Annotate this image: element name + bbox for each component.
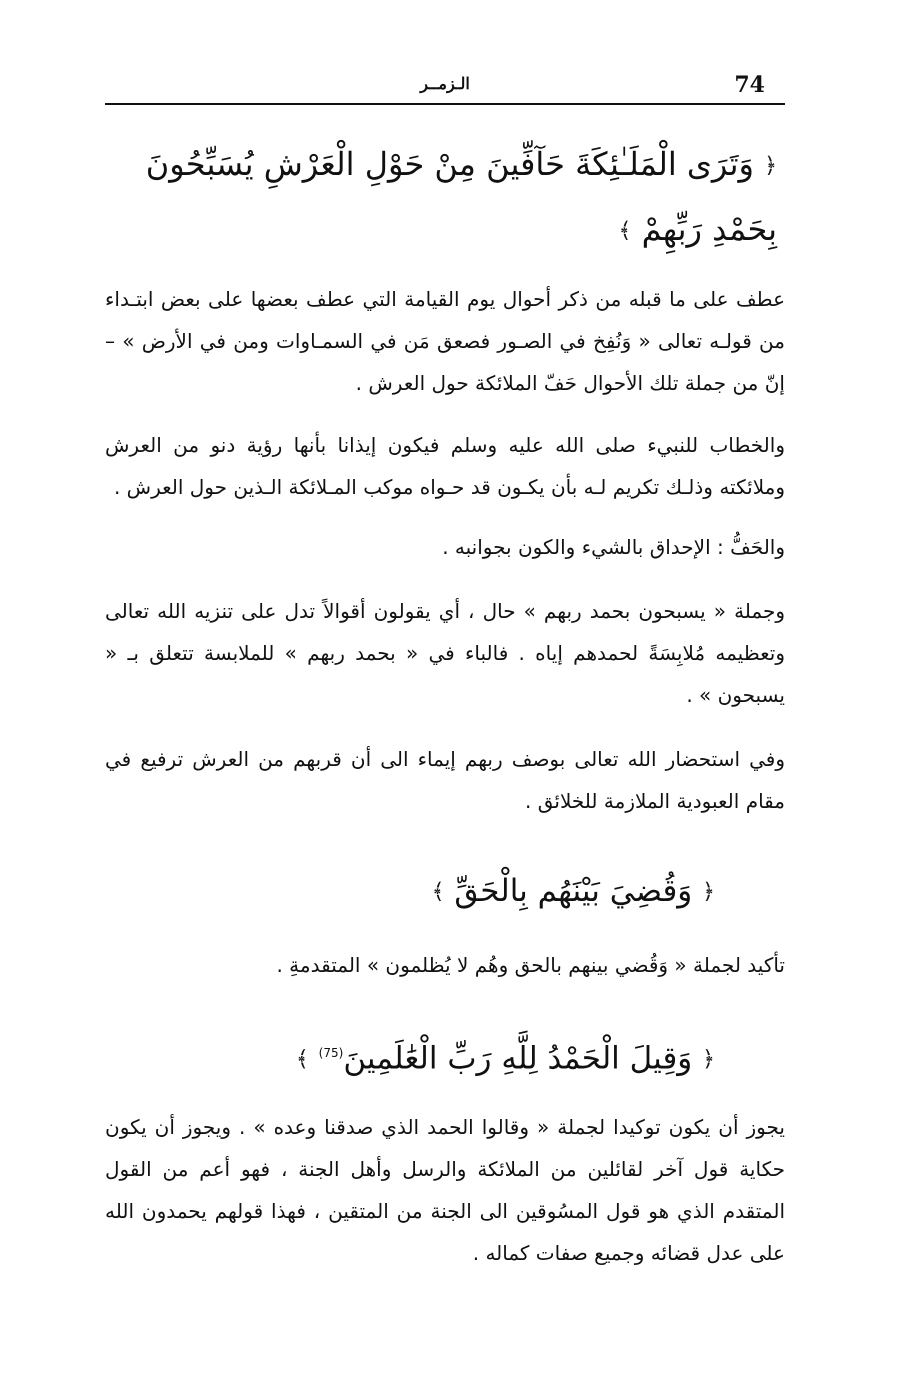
quran-verse <box>105 866 785 918</box>
ornament-bracket-close: ﴾ <box>618 218 632 243</box>
commentary-paragraph: والخطاب للنبيء صلى الله عليه وسلم فيكون إيذانا بأنها رؤية دنو من العرش وملائكته وذلـك تكريم لـه بأن يكـون قد حـواه موكب المـلائكة الـذين حول العرش . <box>105 433 785 499</box>
quran-verse <box>105 133 785 262</box>
quran-verse <box>105 1028 785 1085</box>
ornament-bracket-open: ﴿ <box>702 879 715 905</box>
verse-text: وَقِيلَ الْحَمْدُ لِلَّهِ رَبِّ الْعَٰلَمِينَ <box>343 1039 693 1076</box>
commentary-paragraph: يجوز أن يكون توكيدا لجملة « وقالوا الحمد الذي صدقنا وعده » . ويجوز أن يكون حكاية قول آخر لقائلين من الملائكة والرسل وأهل الجنة ، فهو أعم من القول المتقدم الذي هو قول المسُوقين الى الجنة من المتقين ، فهذا قولهم يحمدون الله على عدل قضائه وجميع صفات كماله . <box>105 1115 785 1266</box>
page-header <box>105 60 785 100</box>
running-title: الـزمــر <box>420 74 470 93</box>
ornament-bracket-close: ﴾ <box>431 879 445 905</box>
commentary-paragraph: عطف على ما قبله من ذكر أحوال يوم القيامة التي عطف بعضها على بعض ابتـداء من قولـه تعالى « وَنُفِخ في الصـور فصعق مَن في السمـاوات ومن في الأرض » – إنّ من جملة تلك الأحوال حَفّ الملائكة حول العرش . <box>105 287 785 395</box>
verse-text: وَقُضِيَ بَيْنَهُم بِالْحَقِّ <box>454 873 693 909</box>
commentary-paragraph: وفي استحضار الله تعالى بوصف ربهم إيماء الى أن قربهم من العرش ترفيع في مقام العبودية الملازمة للخلائق . <box>105 747 785 813</box>
verse-text: وَتَرَى الْمَلَـٰئِكَةَ حَآفِّينَ مِنْ حَوْلِ الْعَرْشِ يُسَبِّحُونَ بِحَمْدِ رَبِّهِمْ <box>145 145 777 248</box>
ornament-bracket-close: ﴾ <box>295 1046 309 1072</box>
verse-number: (75) <box>318 1045 344 1060</box>
ornament-bracket-open: ﴿ <box>702 1046 715 1072</box>
page-number: 74 <box>734 72 765 98</box>
ornament-bracket-open: ﴿ <box>764 153 777 179</box>
commentary-paragraph: تأكيد لجملة « وَقُضي بينهم بالحق وهُم لا يُظلمون » المتقدمةِ . <box>276 952 785 977</box>
header-rule <box>105 103 785 105</box>
book-page <box>105 60 785 1274</box>
commentary-paragraph: والحَفُّ : الإحداق بالشيء والكون بجوانبه . <box>442 535 785 559</box>
commentary-paragraph: وجملة « يسبحون بحمد ربهم » حال ، أي يقولون أقوالاً تدل على تنزيه الله تعالى وتعظيمه مُلابِسَةً لحمدهم إياه . فالباء في « بحمد ربهم » للملابسة تتعلق بـ « يسبحون » . <box>105 599 785 707</box>
